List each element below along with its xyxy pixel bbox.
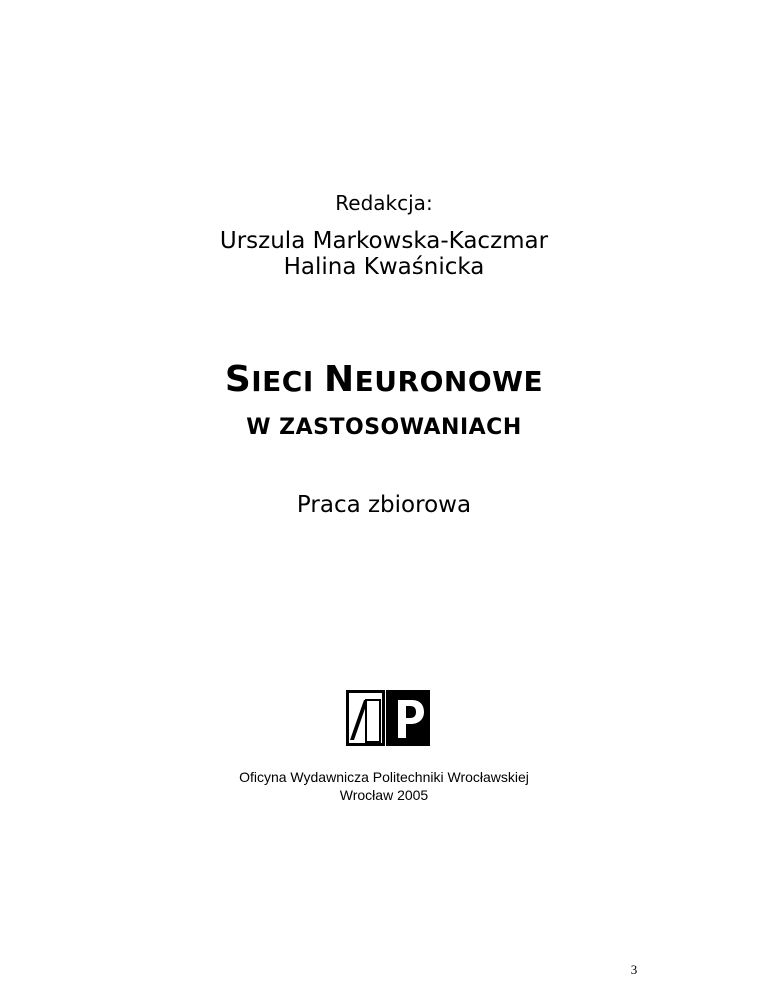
author-name: Halina Kwaśnicka xyxy=(283,254,485,280)
publisher-logo-icon xyxy=(346,690,430,746)
title-initial: N xyxy=(324,359,355,400)
title-word-rest: EURONOWE xyxy=(354,365,544,398)
title-initial: S xyxy=(224,359,252,400)
page-number: 3 xyxy=(630,962,638,977)
publisher-place-year: Wrocław 2005 xyxy=(339,787,429,803)
title-word-rest: IECI xyxy=(251,365,314,398)
editor-label: Redakcja: xyxy=(335,191,433,215)
author-name: Urszula Markowska-Kaczmar xyxy=(219,228,549,254)
publisher-name: Oficyna Wydawnicza Politechniki Wrocławskiej xyxy=(239,769,529,785)
book-subtitle: W ZASTOSOWANIACH xyxy=(246,415,522,440)
work-type: Praca zbiorowa xyxy=(296,492,472,518)
book-title xyxy=(0,358,768,404)
